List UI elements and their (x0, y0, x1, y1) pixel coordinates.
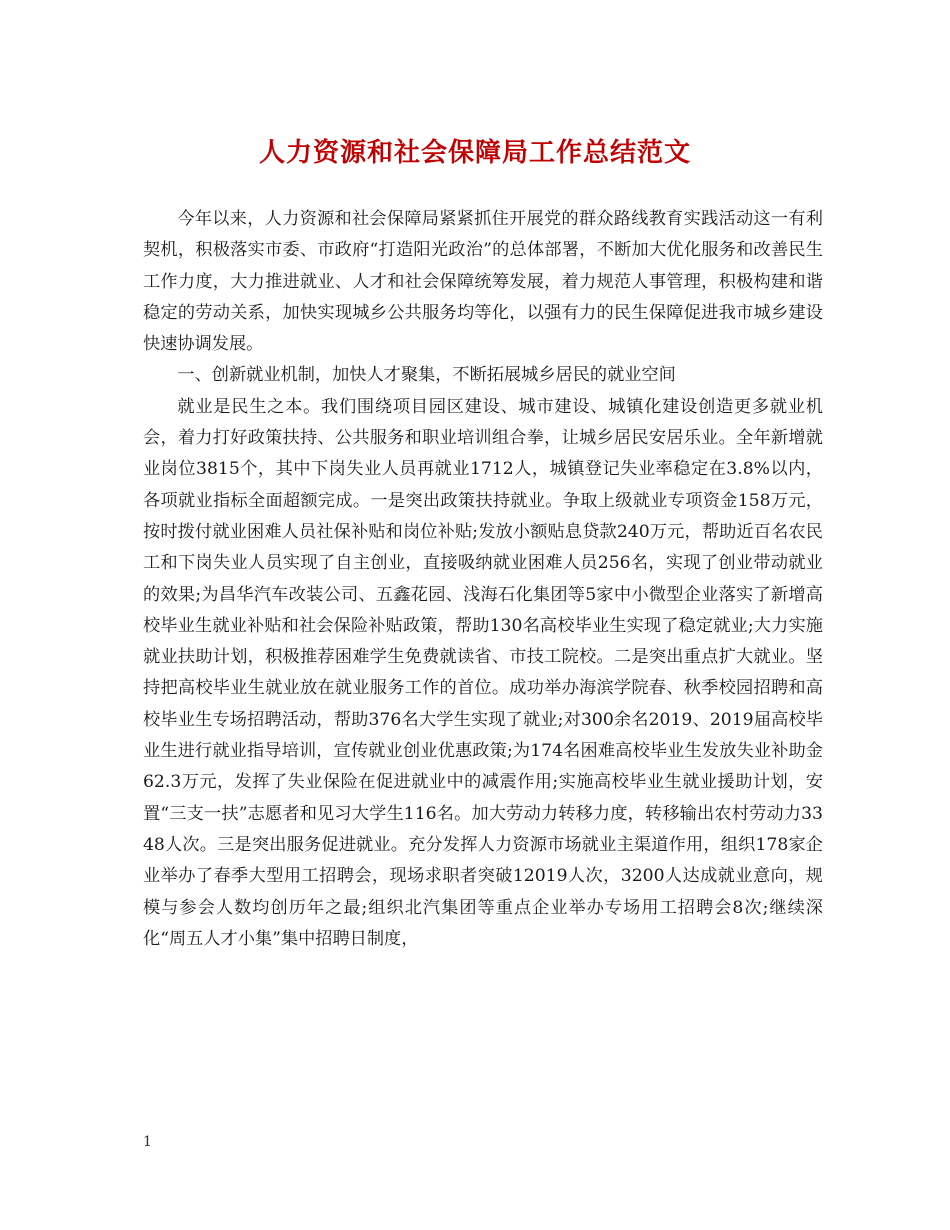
page-number: 1 (143, 1134, 152, 1150)
document-body (143, 204, 823, 955)
paragraph-employment: 就业是民生之本。我们围绕项目园区建设、城市建设、城镇化建设创造更多就业机会，着力打好政策扶持、公共服务和职业培训组合拳，让城乡居民安居乐业。全年新增就业岗位3815个，其中下岗失业人员再就业1712人，城镇登记失业率稳定在3.8%以内，各项就业指标全面超额完成。一是突出政策扶持就业。争取上级就业专项资金158万元，按时拨付就业困难人员社保补贴和岗位补贴;发放小额贴息贷款240万元，帮助近百名农民工和下岗失业人员实现了自主创业，直接吸纳就业困难人员256名，实现了创业带动就业的效果;为昌华汽车改装公司、五鑫花园、浅海石化集团等5家中小微型企业落实了新增高校毕业生就业补贴和社会保险补贴政策，帮助130名高校毕业生实现了稳定就业;大力实施就业扶助计划，积极推荐困难学生免费就读省、市技工院校。二是突出重点扩大就业。坚持把高校毕业生就业放在就业服务工作的首位。成功举办海滨学院春、秋季校园招聘和高校毕业生专场招聘活动，帮助376名大学生实现了就业;对300余名2019、2019届高校毕业生进行就业指导培训，宣传就业创业优惠政策;为174名困难高校毕业生发放失业补助金62.3万元，发挥了失业保险在促进就业中的减震作用;实施高校毕业生就业援助计划，安置“三支一扶”志愿者和见习大学生116名。加大劳动力转移力度，转移输出农村劳动力3348人次。三是突出服务促进就业。充分发挥人力资源市场就业主渠道作用，组织178家企业举办了春季大型用工招聘会，现场求职者突破12019人次，3200人达成就业意向，规模与参会人数均创历年之最;组织北汽集团等重点企业举办专场用工招聘会8次;继续深化“周五人才小集”集中招聘日制度， (143, 396, 823, 949)
paragraph-intro: 今年以来，人力资源和社会保障局紧紧抓住开展党的群众路线教育实践活动这一有利契机，积极落实市委、市政府“打造阳光政治”的总体部署，不断加大优化服务和改善民生工作力度，大力推进就业、人才和社会保障统筹发展，着力规范人事管理，积极构建和谐稳定的劳动关系，加快实现城乡公共服务均等化，以强有力的民生保障促进我市城乡建设快速协调发展。 (143, 209, 823, 355)
document-title: 人力资源和社会保障局工作总结范文 (258, 138, 691, 168)
section-heading-1: 一、创新就业机制，加快人才聚集，不断拓展城乡居民的就业空间 (177, 365, 676, 386)
